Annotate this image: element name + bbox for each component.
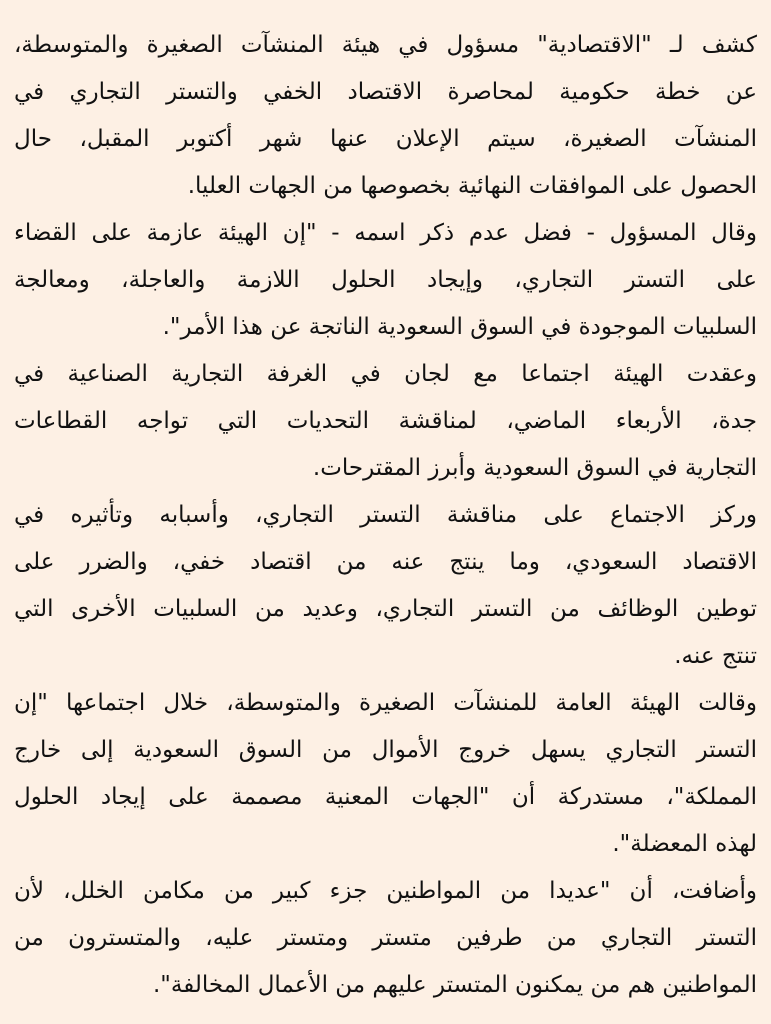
text-line: الحصول على الموافقات النهائية بخصوصها من الجهات العليا. [187, 173, 757, 199]
text-line: المواطنين هم من يمكنون المتستر عليهم من الأعمال المخالفة". [153, 972, 757, 998]
paragraph-5 [14, 680, 757, 868]
text-line: تنتج عنه. [674, 643, 757, 669]
text-line: وقال المسؤول - فضل عدم ذكر اسمه - "إن الهيئة عازمة على القضاء [14, 220, 757, 246]
paragraph-3 [14, 351, 757, 492]
text-line: وقالت الهيئة العامة للمنشآت الصغيرة والمتوسطة، خلال اجتماعها "إن [14, 690, 757, 716]
text-line: السلبيات الموجودة في السوق السعودية الناتجة عن هذا الأمر". [162, 314, 757, 340]
text-line: التجارية في السوق السعودية وأبرز المقترحات. [312, 455, 757, 481]
text-line: جدة، الأربعاء الماضي، لمناقشة التحديات التي تواجه القطاعات [14, 408, 757, 434]
paragraph-6 [14, 868, 757, 1009]
text-line: وأضافت، أن "عديدا من المواطنين جزء كبير من مكامن الخلل، لأن [14, 878, 757, 904]
text-line: المملكة"، مستدركة أن "الجهات المعنية مصممة على إيجاد الحلول [14, 784, 757, 810]
text-line: توطين الوظائف من التستر التجاري، وعديد من السلبيات الأخرى التي [14, 596, 757, 622]
text-line: وركز الاجتماع على مناقشة التستر التجاري، وأسبابه وتأثيره في [14, 502, 757, 528]
text-line: على التستر التجاري، وإيجاد الحلول اللازمة والعاجلة، ومعالجة [14, 267, 757, 293]
paragraph-4 [14, 492, 757, 680]
text-line: كشف لـ "الاقتصادية" مسؤول في هيئة المنشآت الصغيرة والمتوسطة، [14, 32, 757, 58]
text-line: وعقدت الهيئة اجتماعا مع لجان في الغرفة التجارية الصناعية في [14, 361, 757, 387]
text-line: عن خطة حكومية لمحاصرة الاقتصاد الخفي والتستر التجاري في [14, 79, 757, 105]
text-line: المنشآت الصغيرة، سيتم الإعلان عنها شهر أكتوبر المقبل، حال [14, 126, 757, 152]
text-line: التستر التجاري يسهل خروج الأموال من السوق السعودية إلى خارج [14, 737, 757, 763]
paragraph-2 [14, 210, 757, 351]
text-line: التستر التجاري من طرفين متستر ومتستر عليه، والمتسترون من [14, 925, 757, 951]
text-line: الاقتصاد السعودي، وما ينتج عنه من اقتصاد خفي، والضرر على [14, 549, 757, 575]
text-line: لهذه المعضلة". [612, 831, 757, 857]
paragraph-1 [14, 22, 757, 210]
